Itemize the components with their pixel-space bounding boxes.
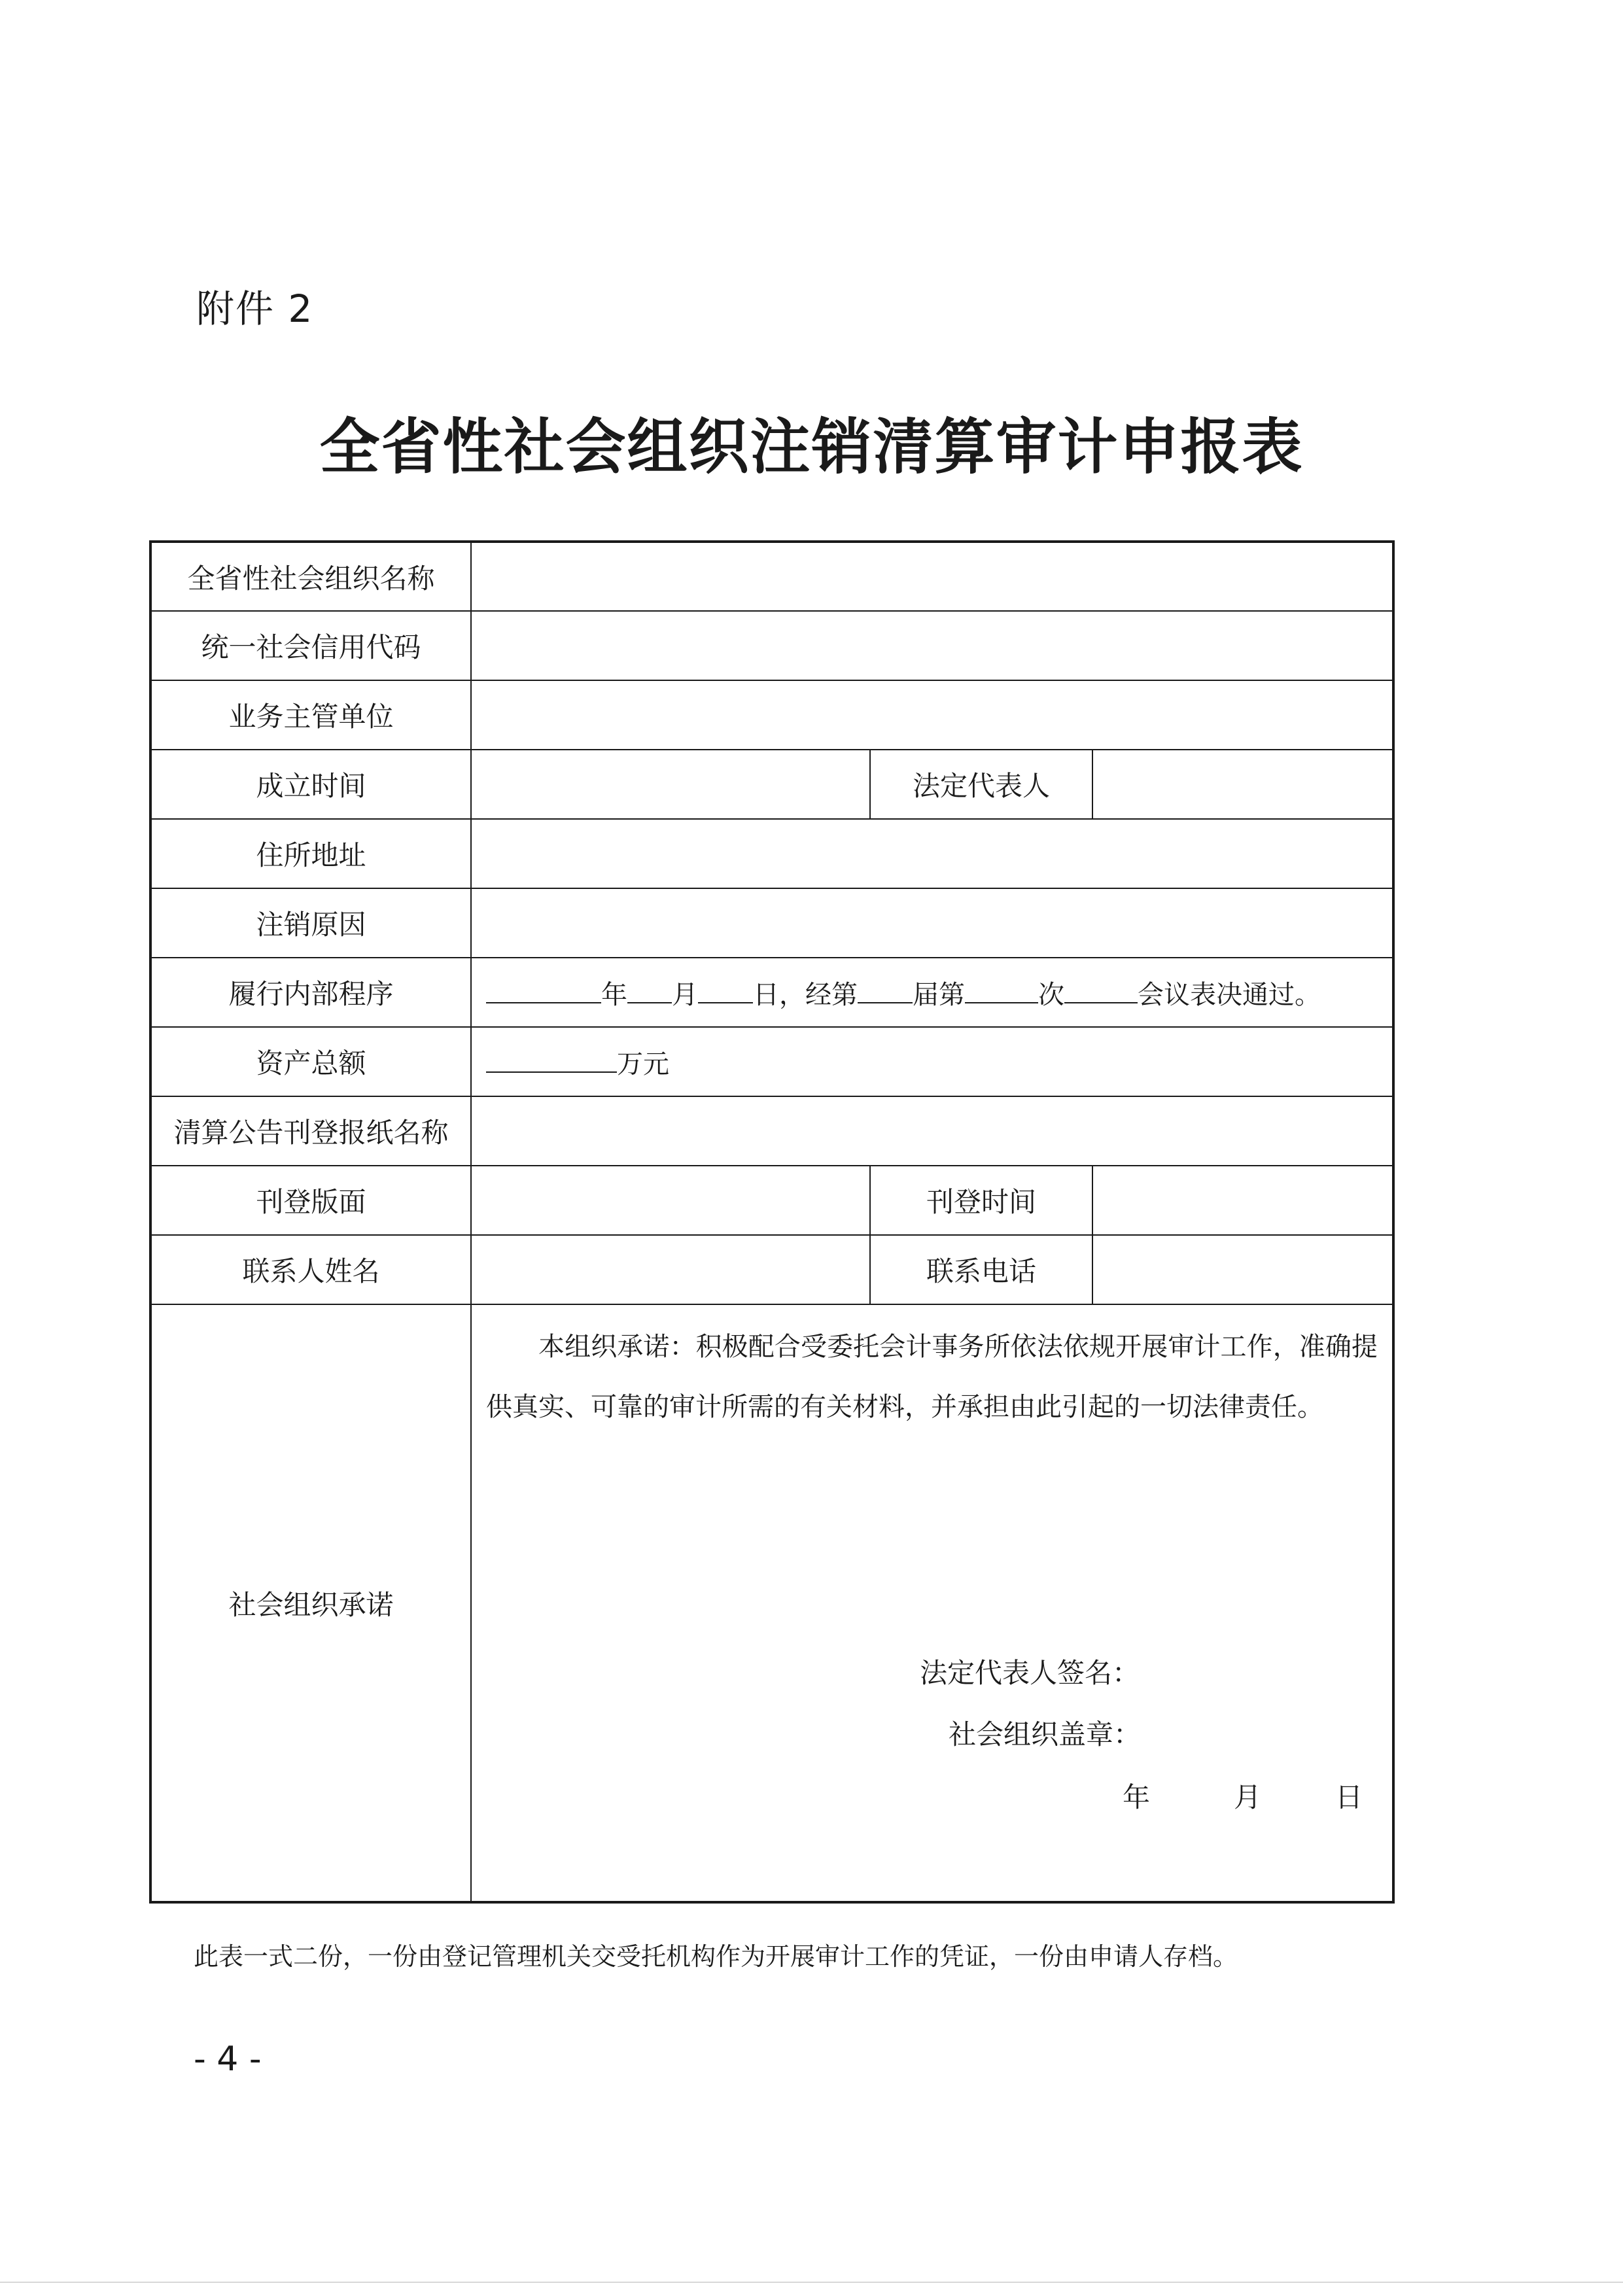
document-title: 全省性社会组织注销清算审计申报表 (319, 411, 1304, 482)
legal-rep-signature-label: 法定代表人签名： (920, 1657, 1140, 1689)
label-publish-time: 刊登时间 (870, 1166, 1092, 1235)
row-address (150, 819, 1393, 888)
page-number: - 4 - (194, 2040, 262, 2079)
label-newspaper: 清算公告刊登报纸名称 (150, 1096, 471, 1166)
label-section: 刊登版面 (150, 1166, 471, 1235)
footnote: 此表一式二份，一份由登记管理机关交受托机构作为开展审计工作的凭证，一份由申请人存档。 (194, 1942, 1238, 1971)
pledge-cell (471, 1304, 1393, 1902)
application-form-table (149, 540, 1395, 1904)
blank-year[interactable] (486, 977, 601, 1003)
procedure-fill-line[interactable] (471, 958, 1393, 1027)
text-assets-unit: 万元 (617, 1049, 669, 1079)
input-supervisor[interactable] (471, 680, 1393, 750)
row-reason (150, 888, 1393, 958)
label-legal-rep: 法定代表人 (870, 750, 1092, 819)
text-year: 年 (601, 979, 627, 1010)
row-procedure (150, 958, 1393, 1027)
date-day-label: 日 (1335, 1781, 1363, 1813)
text-times: 次 (1038, 979, 1064, 1010)
date-year-label: 年 (1123, 1781, 1151, 1813)
date-month-label: 月 (1234, 1781, 1262, 1813)
input-founded[interactable] (471, 750, 870, 819)
label-org-name: 全省性社会组织名称 (150, 542, 471, 611)
text-month: 月 (672, 979, 698, 1010)
row-supervisor (150, 680, 1393, 750)
label-founded: 成立时间 (150, 750, 471, 819)
row-assets (150, 1027, 1393, 1096)
input-address[interactable] (471, 819, 1393, 888)
org-seal-label: 社会组织盖章： (949, 1718, 1142, 1750)
blank-times[interactable] (965, 977, 1038, 1003)
blank-day[interactable] (698, 977, 753, 1003)
blank-session[interactable] (858, 977, 913, 1003)
input-reason[interactable] (471, 888, 1393, 958)
row-section (150, 1166, 1393, 1235)
label-address: 住所地址 (150, 819, 471, 888)
blank-month[interactable] (627, 977, 672, 1003)
label-pledge: 社会组织承诺 (150, 1304, 471, 1902)
blank-meeting[interactable] (1064, 977, 1138, 1003)
label-reason: 注销原因 (150, 888, 471, 958)
text-meeting: 会议表决通过。 (1138, 979, 1321, 1010)
row-org-name (150, 542, 1393, 611)
row-newspaper (150, 1096, 1393, 1166)
scan-edge-line (0, 2282, 1623, 2283)
input-newspaper[interactable] (471, 1096, 1393, 1166)
input-contact-name[interactable] (471, 1235, 870, 1304)
attachment-label: 附件 2 (196, 287, 314, 331)
row-founded (150, 750, 1393, 819)
row-pledge (150, 1304, 1393, 1902)
label-supervisor: 业务主管单位 (150, 680, 471, 750)
row-credit-code (150, 611, 1393, 680)
blank-assets[interactable] (486, 1047, 617, 1073)
input-publish-time[interactable] (1092, 1166, 1393, 1235)
input-credit-code[interactable] (471, 611, 1393, 680)
label-credit-code: 统一社会信用代码 (150, 611, 471, 680)
input-contact-phone[interactable] (1092, 1235, 1393, 1304)
label-contact-phone: 联系电话 (870, 1235, 1092, 1304)
input-org-name[interactable] (471, 542, 1393, 611)
row-contact (150, 1235, 1393, 1304)
assets-fill-line[interactable] (471, 1027, 1393, 1096)
input-section[interactable] (471, 1166, 870, 1235)
input-legal-rep[interactable] (1092, 750, 1393, 819)
label-assets: 资产总额 (150, 1027, 471, 1096)
label-procedure: 履行内部程序 (150, 958, 471, 1027)
label-contact-name: 联系人姓名 (150, 1235, 471, 1304)
pledge-text: 本组织承诺：积极配合受委托会计事务所依法依规开展审计工作，准确提供真实、可靠的审计所需的有关材料，并承担由此引起的一切法律责任。 (486, 1332, 1378, 1422)
text-day-via: 日，经第 (753, 979, 858, 1010)
text-session: 届第 (913, 979, 965, 1010)
